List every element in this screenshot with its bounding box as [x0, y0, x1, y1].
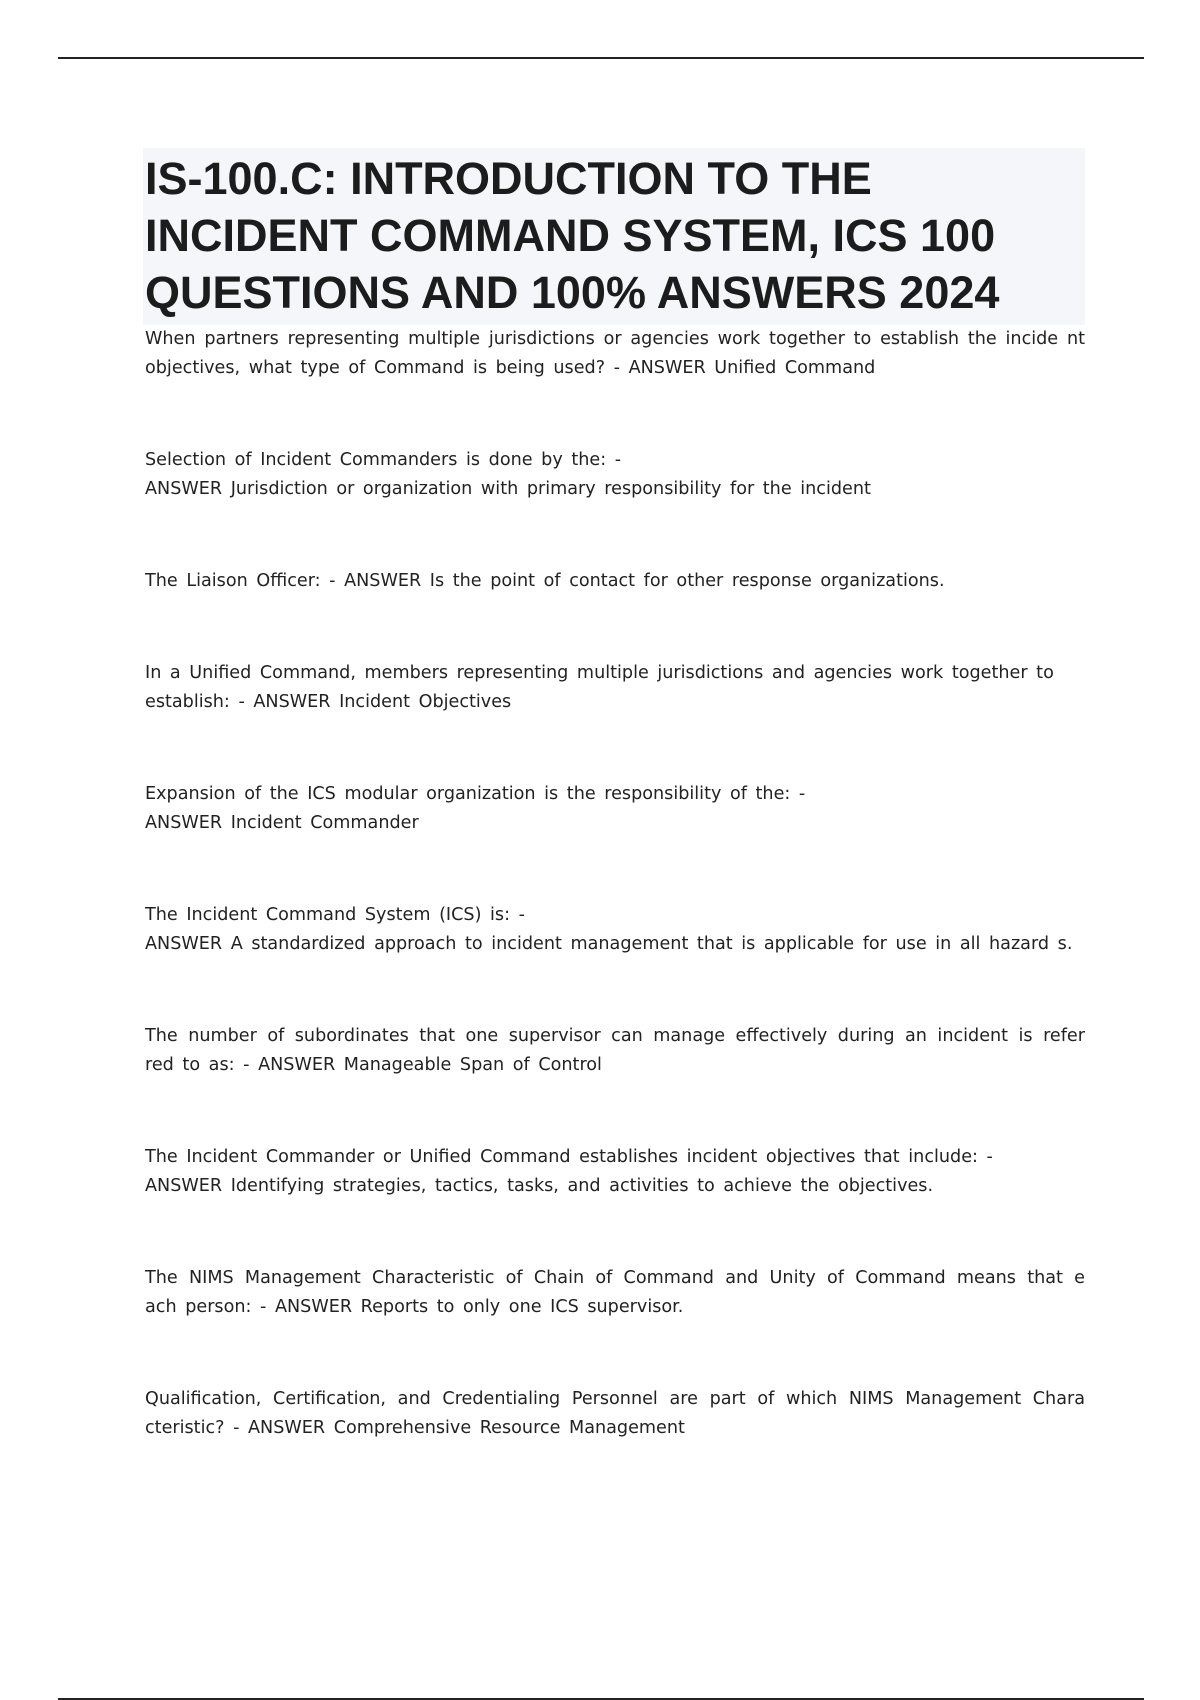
qa-item: When partners representing multiple jurisdictions or agencies work together to establish the incide nt objectives, what type of Command is being used? - ANSWER Unified Command — [145, 329, 1085, 378]
qa-item: The Liaison Officer: - ANSWER Is the point of contact for other response organizations. — [145, 571, 945, 591]
qa-item: The number of subordinates that one supervisor can manage effectively during an incident is refer red to as: - ANSWER Manageable Span of Control — [145, 1026, 1085, 1075]
qa-item: The NIMS Management Characteristic of Chain of Command and Unity of Command means that e ach person: - ANSWER Reports to only one ICS supervisor. — [145, 1268, 1085, 1317]
qa-item: The Incident Command System (ICS) is: - ANSWER A standardized approach to incident management that is applicable for use in all hazard s. — [145, 905, 1073, 954]
document-title: IS-100.C: INTRODUCTION TO THE INCIDENT COMMAND SYSTEM, ICS 100 QUESTIONS AND 100% ANSWERS 2024 — [145, 153, 1000, 318]
document-body — [145, 148, 1085, 1443]
title-block — [143, 148, 1085, 325]
qa-item: The Incident Commander or Unified Command establishes incident objectives that include: - ANSWER Identifying strategies, tactics, tasks, and activities to achieve the objectives. — [145, 1147, 993, 1196]
qa-item: Qualification, Certification, and Credentialing Personnel are part of which NIMS Management Chara cteristic? - ANSWER Comprehensive Resource Management — [145, 1389, 1085, 1438]
qa-item: In a Unified Command, members representing multiple jurisdictions and agencies work together to establish: - ANSWER Incident Objectives — [145, 663, 1054, 712]
qa-item: Expansion of the ICS modular organization is the responsibility of the: - ANSWER Incident Commander — [145, 784, 806, 833]
top-rule — [58, 57, 1144, 59]
qa-item: Selection of Incident Commanders is done by the: - ANSWER Jurisdiction or organization with primary responsibility for the incident — [145, 450, 871, 499]
